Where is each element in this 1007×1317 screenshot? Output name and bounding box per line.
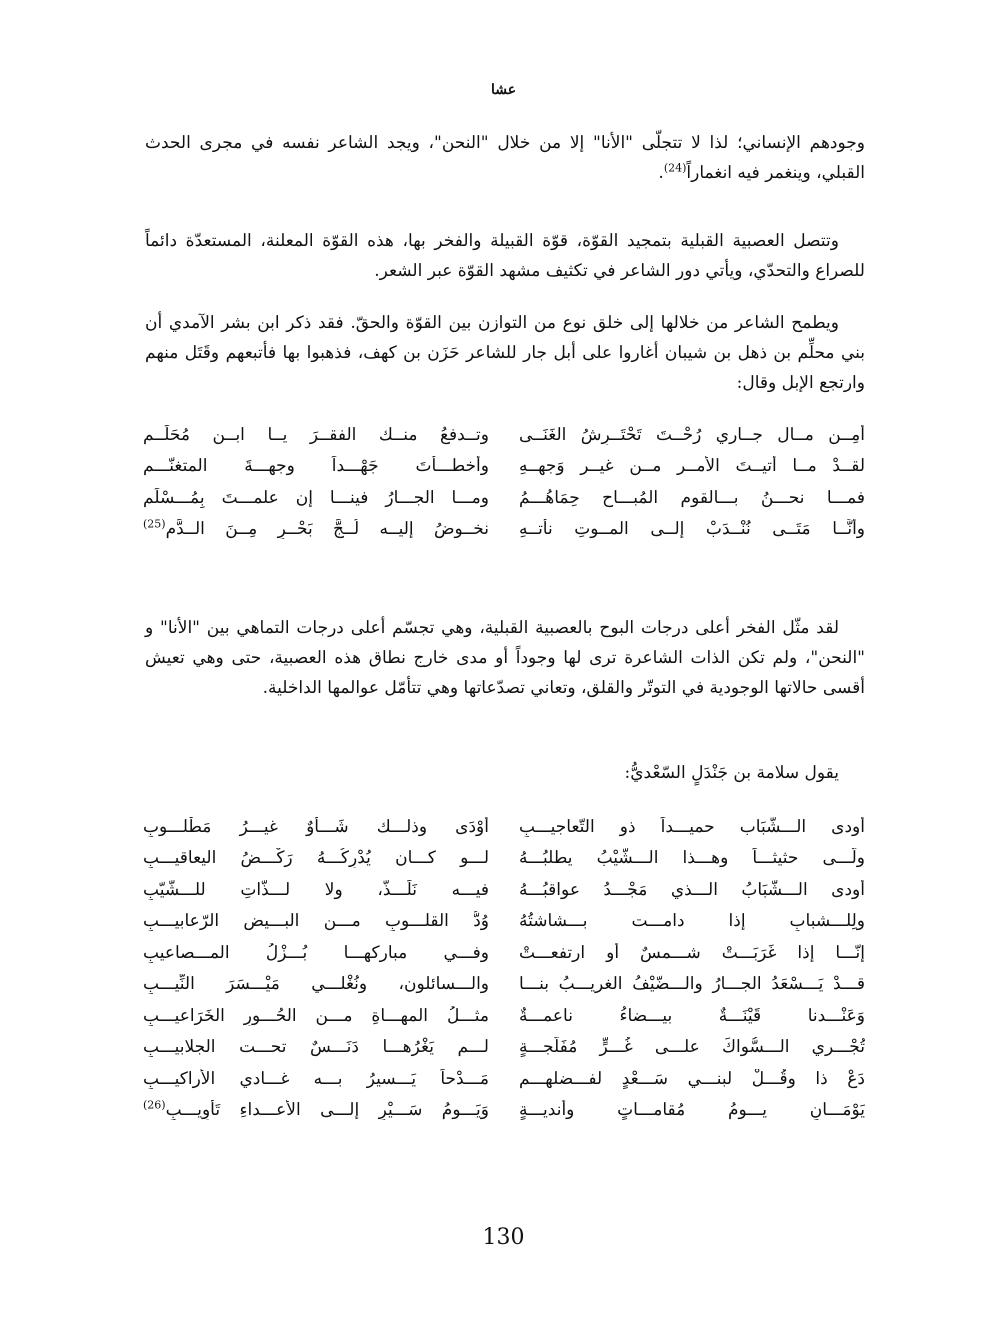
verse-first-hemistich: فمـــا نحـــنُ بـــالقوم المُبـــاحِ حِمَاهُـــمُ (519, 487, 865, 508)
verse-first-hemistich: أودى الـــشَّبَاب حميـــداً ذو التّعاجيـــبِ (519, 816, 865, 837)
poem-verse (143, 843, 865, 875)
poem-verse (143, 969, 865, 1001)
verse-second-hemistich (143, 1100, 489, 1120)
paragraph-1-text: وجودهم الإنساني؛ لذا لا تتجلّى "الأنا" إلا من خلال "النحن"، ويجد الشاعر نفسه في مجرى الحدث القبلي، وينغمر فيه انغماراً (145, 133, 865, 183)
poem-verse (143, 937, 865, 969)
poem-verse (143, 482, 865, 514)
verse-second-hemistich: وُدُّ القلـــوبِ مـــن البـــيضِ الرّعابيـــبِ (143, 911, 489, 932)
verse-first-hemistich: وَعَنْـــدنا قَيْنَـــةٌ بيـــضاءُ ناعمـــةٌ (519, 1005, 865, 1026)
poem-verse (143, 451, 865, 483)
verse-second-hemistich: والـــسائلون، ونُغْلـــي مَيْـــسَرَ النِّيـــبِ (143, 974, 489, 995)
verse-text: نخــوضُ إليــه لُــجَّ بَحْــرٍ مِــنَ الــدَّمِ (165, 519, 489, 540)
verse-second-hemistich (143, 519, 489, 539)
poem-2 (143, 811, 865, 1126)
verse-first-hemistich: يَوْمَـــانِ يـــومُ مُقامـــاتٍ وأنديـــةٍ (519, 1100, 865, 1121)
verse-second-hemistich: وأخطـــأتَ جَهْـــداً وجهـــةَ المتغنّـــمِ (143, 456, 489, 477)
paragraph-1-tail: . (658, 163, 664, 183)
poem-verse (143, 1095, 865, 1127)
page-number: 130 (482, 1225, 525, 1250)
verse-second-hemistich: فيـــه نَلَـــذُّ، ولا لـــذّاتِ للـــشّيّبِ (143, 879, 489, 900)
poem-verse (143, 906, 865, 938)
verse-first-hemistich: قـــدْ يَـــسْعَدُ الجـــارُ والـــضّيْفُ الغريـــبُ بنـــا (519, 974, 865, 995)
verse-text: وَيَـــومُ سَـــيْرٍ إلـــى الأعـــداءِ تَأْوِيـــبِ (165, 1100, 489, 1121)
verse-first-hemistich: ولّـــى حثيثـــاً وهـــذا الـــشَّيْبُ يطلبُـــهُ (519, 848, 865, 869)
verse-first-hemistich: ولِلـــشبابِ إذا دامـــت بـــشاشتُهُ (519, 911, 865, 932)
poem-intro: يقول سلامة بن جَنْدَلٍ السّعْديُّ: (624, 763, 839, 783)
footnote-ref-24: (24) (663, 161, 687, 175)
verse-second-hemistich: ومـــا الجـــارُ فينـــا إن علمـــتَ بِمُـــسْلَمِ (143, 487, 489, 508)
poem-1 (143, 419, 865, 545)
paragraph-2: وتتصل العصبية القبلية بتمجيد القوّة، قوّة القبيلة والفخر بها، هذه القوّة المعلنة، المستعدّة دائماً للصراع والتحدّي، ويأتي دور الشاعر في تكثيف مشهد القوّة عبر الشعر. (145, 231, 865, 281)
verse-second-hemistich: مَـــدْحاً يَـــسيرُ بـــه غـــادي الأراكيـــبِ (143, 1068, 489, 1089)
verse-first-hemistich: تُجْـــري الـــسُّواكَ علـــى غُـــرٍّ مُفَلَّجـــةٍ (519, 1037, 865, 1058)
verse-first-hemistich: أمِــن مــال جــاري رُحْــتَ تَحْتَــرِشُ الغَنَــى (519, 424, 865, 445)
running-header: عشا (490, 82, 517, 98)
verse-second-hemistich: مثـــلُ المهـــاةِ مـــن الحُـــورِ الخَرَاعيـــبِ (143, 1005, 489, 1026)
footnote-ref-26: (26) (143, 1100, 166, 1112)
paragraph-4: لقد مثّل الفخر أعلى درجات البوح بالعصبية القبلية، وهي تجسّم أعلى درجات التماهي بين "الأنا" و "النحن"، ولم تكن الذات الشاعرة ترى لها وجوداً أو مدى خارج نطاق هذه العصبية، حتى وهي تعيش أقسى حالاتها الوجودية في التوتّر والقلق، وتعاني تصدّعاتها وهي تتأمّل عوالمها الداخلية. (145, 618, 865, 698)
verse-second-hemistich: وتــدفعُ منــك الفقــرَ يــا ابــن مُحَلِّــمِ (143, 424, 489, 445)
footnote-ref-25: (25) (143, 519, 166, 531)
verse-first-hemistich: وأَنَّــا مَتَــى نُنْــدَبْ إلــى المــوتِ نأتــهِ (519, 519, 865, 540)
verse-first-hemistich: دَعْ ذا وقُـــلْ لبنـــي سَـــعْدٍ لفـــضلهـــم (519, 1068, 865, 1089)
paragraph-3: ويطمح الشاعر من خلالها إلى خلق نوع من التوازن بين القوّة والحقّ. فقد ذكر ابن بشر الآمدي أن بني محلِّم بن ذهل بن شيبان أغاروا على أبل جار للشاعر حَزَن بن كهف، فذهبوا بها فأتبعهم وقَتَل منهم وارتجع الإبل وقال: (145, 313, 865, 393)
verse-first-hemistich: أودى الـــشّبَابُ الـــذي مَجْـــدُ عواقبُـــهُ (519, 879, 865, 900)
poem-verse (143, 1063, 865, 1095)
verse-second-hemistich: أوْدَى وذلـــك شَـــأْوٌ غيـــرُ مَطْلـــوبِ (143, 816, 489, 837)
verse-second-hemistich: وفـــي مباركهـــا بُـــزْلُ المـــصاعيبِ (143, 942, 489, 963)
verse-first-hemistich: لقــدْ مــا أتيــتَ الأمــر مــن غيــر وَجهــهِ (519, 456, 865, 477)
verse-first-hemistich: إنّـــا إذا غَرَبَـــتْ شـــمسٌ أو ارتفعـــتْ (519, 942, 865, 963)
poem-verse (143, 1032, 865, 1064)
poem-verse (143, 811, 865, 843)
verse-second-hemistich: لـــو كـــان يُدْرِكُـــهُ رَكْـــضُ اليعاقيـــبِ (143, 848, 489, 869)
poem-verse (143, 419, 865, 451)
poem-verse (143, 514, 865, 546)
poem-verse (143, 874, 865, 906)
poem-verse (143, 1000, 865, 1032)
paragraph-1 (145, 128, 865, 188)
verse-second-hemistich: لـــم يَغْرُهـــا دَنَـــسٌ تحـــت الجلابيـــبِ (143, 1037, 489, 1058)
